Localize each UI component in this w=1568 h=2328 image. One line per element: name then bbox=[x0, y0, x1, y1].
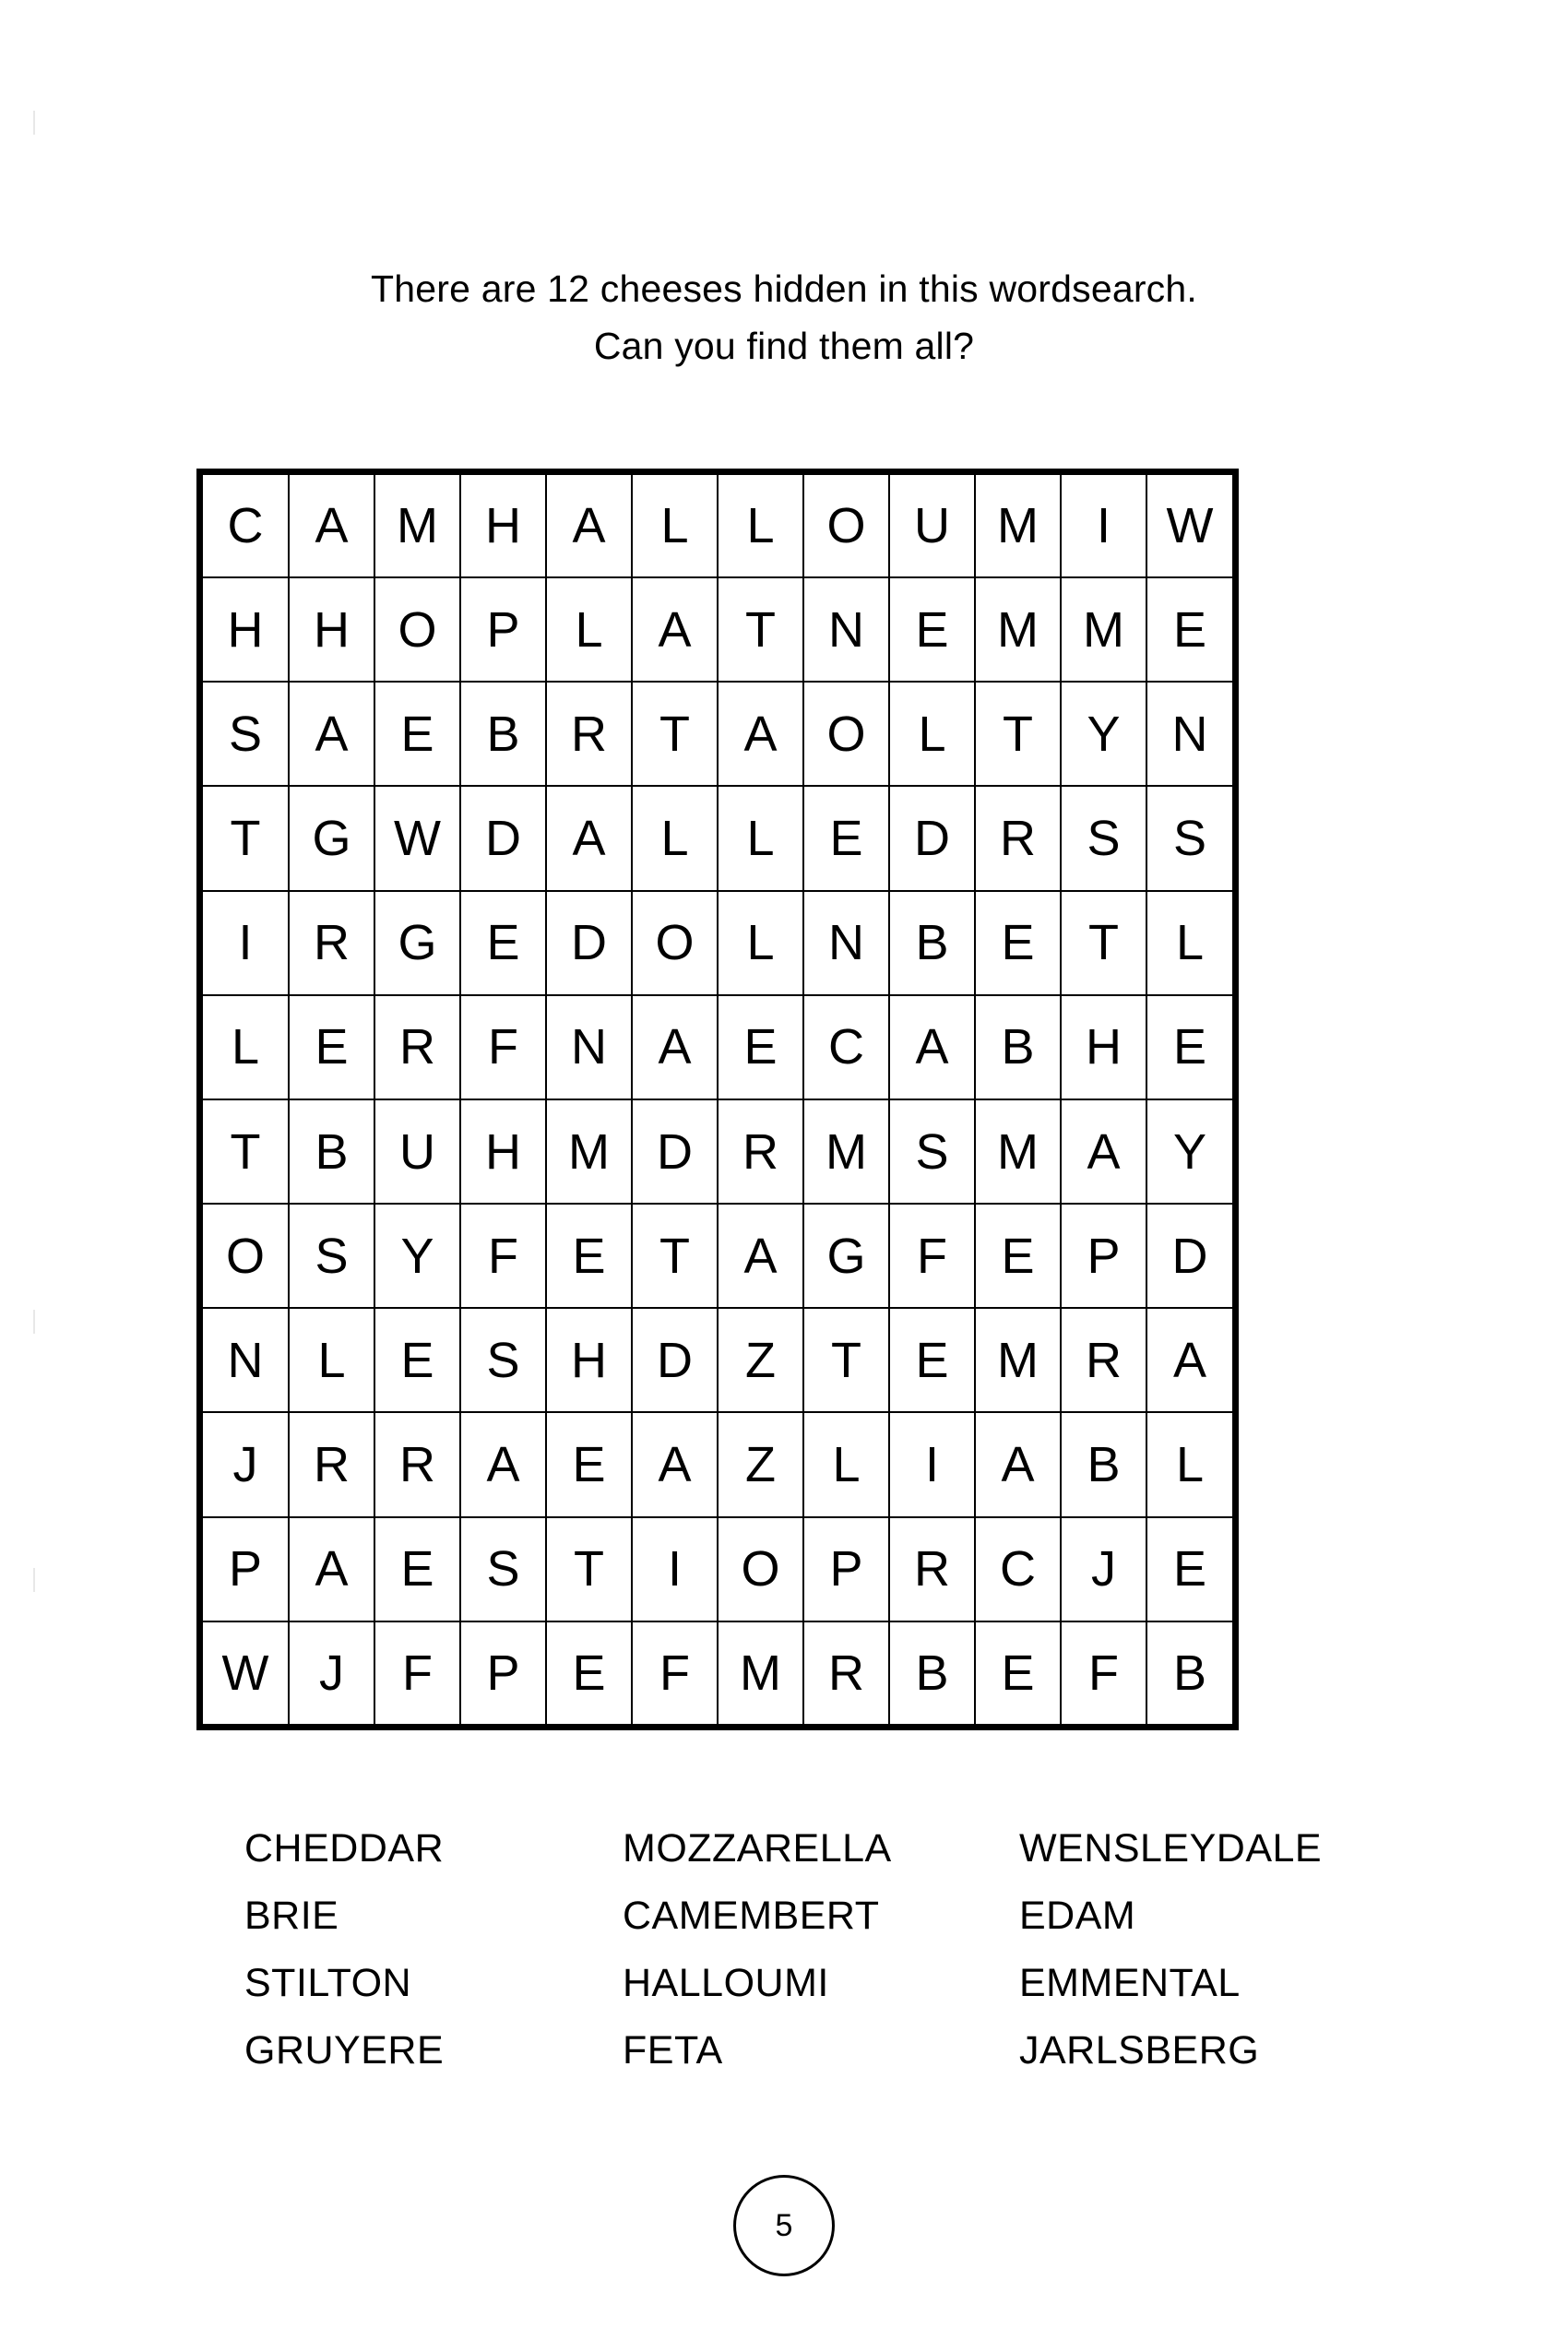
grid-row bbox=[203, 1204, 1232, 1308]
grid-cell[interactable]: A bbox=[632, 1412, 718, 1516]
grid-cell[interactable]: L bbox=[1146, 1412, 1232, 1516]
grid-cell[interactable]: E bbox=[460, 891, 546, 995]
grid-row bbox=[203, 682, 1232, 786]
grid-cell[interactable]: E bbox=[975, 891, 1061, 995]
grid-cell[interactable]: P bbox=[460, 577, 546, 682]
grid-cell[interactable]: L bbox=[1146, 891, 1232, 995]
grid-cell[interactable]: O bbox=[203, 1204, 289, 1308]
grid-cell[interactable]: D bbox=[546, 891, 632, 995]
grid-cell[interactable]: W bbox=[203, 1621, 289, 1724]
grid-cell[interactable]: Z bbox=[718, 1412, 803, 1516]
grid-cell[interactable]: E bbox=[1146, 1517, 1232, 1621]
grid-row bbox=[203, 995, 1232, 1099]
grid-cell[interactable]: E bbox=[975, 1204, 1061, 1308]
grid-cell[interactable]: R bbox=[289, 1412, 374, 1516]
grid-cell[interactable]: R bbox=[374, 995, 460, 1099]
wordsearch-grid[interactable] bbox=[196, 469, 1239, 1730]
grid-cell[interactable]: Y bbox=[374, 1204, 460, 1308]
grid-cell[interactable]: B bbox=[975, 995, 1061, 1099]
scan-edge-mark bbox=[33, 1310, 35, 1334]
grid-cell[interactable]: E bbox=[1146, 577, 1232, 682]
grid-cell[interactable]: M bbox=[374, 475, 460, 577]
grid-cell[interactable]: A bbox=[546, 475, 632, 577]
grid-cell[interactable]: F bbox=[460, 995, 546, 1099]
word-list-item[interactable]: BRIE bbox=[244, 1894, 339, 1938]
grid-cell[interactable]: O bbox=[632, 891, 718, 995]
grid-cell[interactable]: M bbox=[1061, 577, 1146, 682]
grid-cell[interactable]: O bbox=[803, 682, 889, 786]
grid-cell[interactable]: T bbox=[1061, 891, 1146, 995]
grid-cell[interactable]: J bbox=[203, 1412, 289, 1516]
grid-cell[interactable]: L bbox=[289, 1308, 374, 1412]
grid-cell[interactable]: I bbox=[1061, 475, 1146, 577]
grid-row bbox=[203, 891, 1232, 995]
grid-cell[interactable]: D bbox=[1146, 1204, 1232, 1308]
grid-cell[interactable]: N bbox=[1146, 682, 1232, 786]
grid-cell[interactable]: E bbox=[546, 1204, 632, 1308]
grid-cell[interactable]: B bbox=[460, 682, 546, 786]
grid-row bbox=[203, 1621, 1232, 1724]
grid-cell[interactable]: R bbox=[289, 891, 374, 995]
grid-cell[interactable]: Z bbox=[718, 1308, 803, 1412]
grid-cell[interactable]: R bbox=[803, 1621, 889, 1724]
word-list-item[interactable]: MOZZARELLA bbox=[623, 1826, 892, 1871]
grid-cell[interactable]: M bbox=[975, 1308, 1061, 1412]
grid-cell[interactable]: Y bbox=[1146, 1099, 1232, 1204]
grid-cell[interactable]: O bbox=[374, 577, 460, 682]
grid-cell[interactable]: D bbox=[632, 1099, 718, 1204]
grid-row bbox=[203, 1412, 1232, 1516]
grid-cell[interactable]: B bbox=[289, 1099, 374, 1204]
grid-cell[interactable]: D bbox=[632, 1308, 718, 1412]
grid-row bbox=[203, 1517, 1232, 1621]
grid-cell[interactable]: R bbox=[546, 682, 632, 786]
grid-cell[interactable]: E bbox=[374, 1308, 460, 1412]
grid-cell[interactable]: C bbox=[803, 995, 889, 1099]
grid-cell[interactable]: F bbox=[889, 1204, 975, 1308]
word-list-item[interactable]: CAMEMBERT bbox=[623, 1894, 880, 1938]
word-list-item[interactable]: STILTON bbox=[244, 1961, 412, 2005]
grid-cell[interactable]: E bbox=[546, 1621, 632, 1724]
grid-cell[interactable]: A bbox=[289, 1517, 374, 1621]
grid-cell[interactable]: L bbox=[718, 786, 803, 890]
grid-cell[interactable]: M bbox=[975, 475, 1061, 577]
word-list-item[interactable]: GRUYERE bbox=[244, 2028, 445, 2073]
grid-cell[interactable]: T bbox=[718, 577, 803, 682]
instructions-line-2: Can you find them all? bbox=[593, 325, 975, 367]
grid-cell[interactable]: R bbox=[975, 786, 1061, 890]
grid-cell[interactable]: R bbox=[374, 1412, 460, 1516]
grid-cell[interactable]: H bbox=[289, 577, 374, 682]
grid-cell[interactable]: L bbox=[718, 475, 803, 577]
grid-cell[interactable]: F bbox=[374, 1621, 460, 1724]
grid-cell[interactable]: A bbox=[460, 1412, 546, 1516]
word-list bbox=[244, 1815, 1397, 2085]
grid-cell[interactable]: T bbox=[803, 1308, 889, 1412]
grid-cell[interactable]: A bbox=[1061, 1099, 1146, 1204]
grid-cell[interactable]: U bbox=[889, 475, 975, 577]
grid-cell[interactable]: S bbox=[460, 1517, 546, 1621]
grid-cell[interactable]: S bbox=[460, 1308, 546, 1412]
grid-cell[interactable]: S bbox=[889, 1099, 975, 1204]
word-list-item[interactable]: JARLSBERG bbox=[1019, 2028, 1260, 2073]
grid-cell[interactable]: T bbox=[632, 1204, 718, 1308]
grid-row bbox=[203, 1308, 1232, 1412]
grid-cell[interactable]: G bbox=[374, 891, 460, 995]
grid-cell[interactable]: P bbox=[803, 1517, 889, 1621]
grid-cell[interactable]: G bbox=[803, 1204, 889, 1308]
grid-cell[interactable]: J bbox=[1061, 1517, 1146, 1621]
grid-cell[interactable]: E bbox=[718, 995, 803, 1099]
grid-cell[interactable]: T bbox=[546, 1517, 632, 1621]
grid-cell[interactable]: A bbox=[975, 1412, 1061, 1516]
grid-cell[interactable]: H bbox=[460, 475, 546, 577]
grid-cell[interactable]: G bbox=[289, 786, 374, 890]
grid-cell[interactable]: T bbox=[975, 682, 1061, 786]
grid-cell[interactable]: E bbox=[889, 577, 975, 682]
grid-cell[interactable]: N bbox=[203, 1308, 289, 1412]
grid-cell[interactable]: M bbox=[546, 1099, 632, 1204]
grid-cell[interactable]: E bbox=[975, 1621, 1061, 1724]
grid-cell[interactable]: F bbox=[1061, 1621, 1146, 1724]
grid-cell[interactable]: S bbox=[1146, 786, 1232, 890]
grid-cell[interactable]: J bbox=[289, 1621, 374, 1724]
grid-cell[interactable]: A bbox=[289, 682, 374, 786]
grid-cell[interactable]: A bbox=[632, 577, 718, 682]
grid-cell[interactable]: T bbox=[203, 1099, 289, 1204]
grid-cell[interactable]: F bbox=[460, 1204, 546, 1308]
grid-cell[interactable]: B bbox=[1061, 1412, 1146, 1516]
grid-cell[interactable]: L bbox=[803, 1412, 889, 1516]
grid-cell[interactable]: R bbox=[718, 1099, 803, 1204]
grid-cell[interactable]: H bbox=[460, 1099, 546, 1204]
grid-cell[interactable]: E bbox=[374, 1517, 460, 1621]
grid-cell[interactable]: W bbox=[374, 786, 460, 890]
grid-row bbox=[203, 577, 1232, 682]
grid-cell[interactable]: L bbox=[718, 891, 803, 995]
grid-cell[interactable]: I bbox=[203, 891, 289, 995]
grid-cell[interactable]: M bbox=[718, 1621, 803, 1724]
grid-cell[interactable]: M bbox=[803, 1099, 889, 1204]
grid-cell[interactable]: P bbox=[1061, 1204, 1146, 1308]
grid-cell[interactable]: L bbox=[203, 995, 289, 1099]
puzzle-instructions bbox=[0, 260, 1568, 374]
grid-cell[interactable]: M bbox=[975, 1099, 1061, 1204]
grid-cell[interactable]: A bbox=[546, 786, 632, 890]
grid-cell[interactable]: M bbox=[975, 577, 1061, 682]
grid-cell[interactable]: A bbox=[289, 475, 374, 577]
word-list-item[interactable]: WENSLEYDALE bbox=[1019, 1826, 1323, 1871]
grid-cell[interactable]: A bbox=[718, 1204, 803, 1308]
scan-edge-mark bbox=[33, 111, 35, 135]
grid-cell[interactable]: N bbox=[803, 577, 889, 682]
grid-cell[interactable]: R bbox=[1061, 1308, 1146, 1412]
grid-cell[interactable]: L bbox=[632, 475, 718, 577]
grid-cell[interactable]: H bbox=[203, 577, 289, 682]
grid-cell[interactable]: L bbox=[889, 682, 975, 786]
instructions-line-1: There are 12 cheeses hidden in this wordsearch. bbox=[371, 267, 1197, 310]
grid-cell[interactable]: E bbox=[889, 1308, 975, 1412]
grid-cell[interactable]: U bbox=[374, 1099, 460, 1204]
grid-cell[interactable]: B bbox=[889, 891, 975, 995]
grid-cell[interactable]: E bbox=[374, 682, 460, 786]
word-list-item[interactable]: CHEDDAR bbox=[244, 1826, 445, 1871]
grid-cell[interactable]: O bbox=[803, 475, 889, 577]
grid-cell[interactable]: W bbox=[1146, 475, 1232, 577]
grid-cell[interactable]: O bbox=[718, 1517, 803, 1621]
grid-cell[interactable]: Y bbox=[1061, 682, 1146, 786]
grid-cell[interactable]: B bbox=[1146, 1621, 1232, 1724]
grid-cell[interactable]: H bbox=[1061, 995, 1146, 1099]
grid-cell[interactable]: E bbox=[1146, 995, 1232, 1099]
grid-cell[interactable]: H bbox=[546, 1308, 632, 1412]
page-number: 5 bbox=[733, 2175, 835, 2276]
scan-edge-mark bbox=[33, 1568, 35, 1592]
grid-cell[interactable]: R bbox=[889, 1517, 975, 1621]
grid-cell[interactable]: L bbox=[546, 577, 632, 682]
grid-cell[interactable]: T bbox=[203, 786, 289, 890]
grid-cell[interactable]: T bbox=[632, 682, 718, 786]
grid-cell[interactable]: S bbox=[1061, 786, 1146, 890]
grid-cell[interactable]: P bbox=[460, 1621, 546, 1724]
grid-row bbox=[203, 786, 1232, 890]
grid-cell[interactable]: C bbox=[203, 475, 289, 577]
grid-cell[interactable]: E bbox=[289, 995, 374, 1099]
grid-cell[interactable]: A bbox=[889, 995, 975, 1099]
grid-row bbox=[203, 475, 1232, 577]
grid-cell[interactable]: I bbox=[889, 1412, 975, 1516]
wordsearch-table[interactable] bbox=[203, 475, 1232, 1724]
grid-cell[interactable]: N bbox=[803, 891, 889, 995]
grid-cell[interactable]: N bbox=[546, 995, 632, 1099]
grid-cell[interactable]: P bbox=[203, 1517, 289, 1621]
grid-cell[interactable]: D bbox=[889, 786, 975, 890]
grid-cell[interactable]: S bbox=[289, 1204, 374, 1308]
grid-cell[interactable]: A bbox=[718, 682, 803, 786]
grid-cell[interactable]: I bbox=[632, 1517, 718, 1621]
word-list-item[interactable]: EMMENTAL bbox=[1019, 1961, 1241, 2005]
word-list-item[interactable]: FETA bbox=[623, 2028, 723, 2073]
grid-row bbox=[203, 1099, 1232, 1204]
grid-cell[interactable]: A bbox=[1146, 1308, 1232, 1412]
grid-cell[interactable]: B bbox=[889, 1621, 975, 1724]
word-list-item[interactable]: HALLOUMI bbox=[623, 1961, 829, 2005]
grid-cell[interactable]: D bbox=[460, 786, 546, 890]
grid-cell[interactable]: A bbox=[632, 995, 718, 1099]
grid-cell[interactable]: S bbox=[203, 682, 289, 786]
grid-cell[interactable]: E bbox=[546, 1412, 632, 1516]
grid-cell[interactable]: C bbox=[975, 1517, 1061, 1621]
grid-cell[interactable]: E bbox=[803, 786, 889, 890]
grid-cell[interactable]: F bbox=[632, 1621, 718, 1724]
grid-cell[interactable]: L bbox=[632, 786, 718, 890]
word-list-item[interactable]: EDAM bbox=[1019, 1894, 1136, 1938]
